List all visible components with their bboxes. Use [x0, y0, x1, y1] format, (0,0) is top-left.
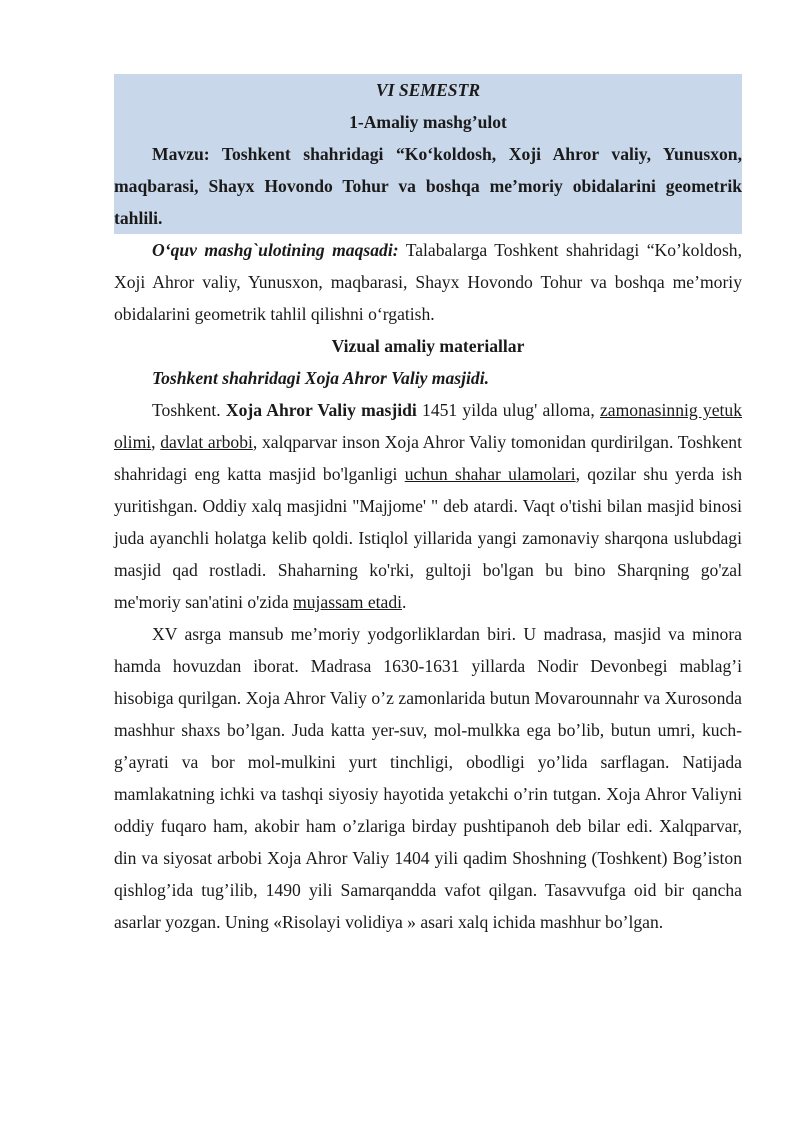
paragraph-1-text: Toshkent.	[152, 400, 226, 420]
lesson-title: 1-Amaliy mashg’ulot	[349, 112, 507, 132]
link-mujassam-etadi[interactable]: mujassam etadi	[293, 592, 403, 612]
goal-label: O‘quv mashg`ulotining maqsadi:	[152, 240, 399, 260]
paragraph-2: XV asrga mansub me’moriy yodgorliklardan biri. U madrasa, masjid va minora hamda hovuzdan iborat. Madrasa 1630-1631 yillarda Nodir Devonbegi mablag’i hisobiga qurilgan. Xoja Ahror Valiy o’z zamonlarida butun Movarounnahr va Xurosonda mashhur shaxs bo’lgan. Juda katta yer-suv, mol-mulkka ega bo’lib, butun umri, kuch-g’ayrati va bor mol-mulkini yurt tinchligi, obodligi yo’lida sarflagan. Natijada mamlakatning ichki va tashqi siyosiy hayotida yetakchi o’rin tutgan. Xoja Ahror Valiyni oddiy fuqaro ham, akobir ham o’zlariga birday pushtipanoh deb bilar edi. Xalqparvar, din va siyosat arbobi Xoja Ahror Valiy 1404 yili qadim Shoshning (Toshkent) Bog’iston qishlog’ida tug’ilib, 1490 yili Samarqandda vafot qilgan. Tasavvufga oid bir qancha asarlar yozgan. Uning «Risolayi volidiya » asari xalq ichida mashhur bo’lgan.	[114, 624, 742, 932]
link-shahar-ulamolari[interactable]: uchun shahar ulamolari	[404, 464, 576, 484]
paragraph-1-text: .	[402, 592, 407, 612]
paragraph-1-text: ,	[151, 432, 161, 452]
paragraph-1-text: , xalqparvar inson Xoja Ahror Valiy tomonidan qurdirilgan. Toshkent shahridagi eng katta masjid bo'lganligi	[114, 432, 742, 484]
paragraph-1-text: 1451 yilda ulug' alloma,	[416, 400, 600, 420]
document-page	[114, 74, 742, 938]
topic-text: Mavzu: Toshkent shahridagi “Ko‘koldosh, Xoji Ahror valiy, Yunusxon, maqbarasi, Shayx Hovondo Tohur va boshqa me’moriy obidalarini geometrik tahlili.	[114, 144, 742, 228]
link-davlat-arbobi[interactable]: davlat arbobi	[160, 432, 253, 452]
paragraph-1	[114, 394, 742, 618]
goal-paragraph	[114, 234, 742, 330]
mosque-name: Xoja Ahror Valiy masjidi	[225, 400, 417, 420]
section-title: Vizual amaliy materiallar	[331, 336, 525, 356]
paragraph-1-text: , qozilar shu yerda ish yuritishgan. Oddiy xalq masjidni "Majjome' " deb atardi. Vaqt o'tishi bilan masjid binosi juda ayanchli holatga kelib qoldi. Istiqlol yillarida yangi zamonaviy sharqona uslubdagi masjid qad rostladi. Shaharning ko'rki, gultoji bo'lgan bu bino Sharqning go'zal me'moriy san'atini o'zida	[114, 464, 742, 612]
link-zamonasinnig[interactable]: zamonasinnig yetuk olimi	[114, 400, 742, 452]
goal-text: Talabalarga Toshkent shahridagi “Ko’koldosh, Xoji Ahror valiy, Yunusxon, maqbarasi, Shayx Hovondo Tohur va boshqa me’moriy obidalarini geometrik tahlil qilishni o‘rgatish.	[114, 240, 742, 324]
semester-title: VI SEMESTR	[375, 80, 481, 100]
subsection-title: Toshkent shahridagi Xoja Ahror Valiy masjidi.	[152, 368, 489, 388]
highlighted-header	[114, 74, 742, 234]
